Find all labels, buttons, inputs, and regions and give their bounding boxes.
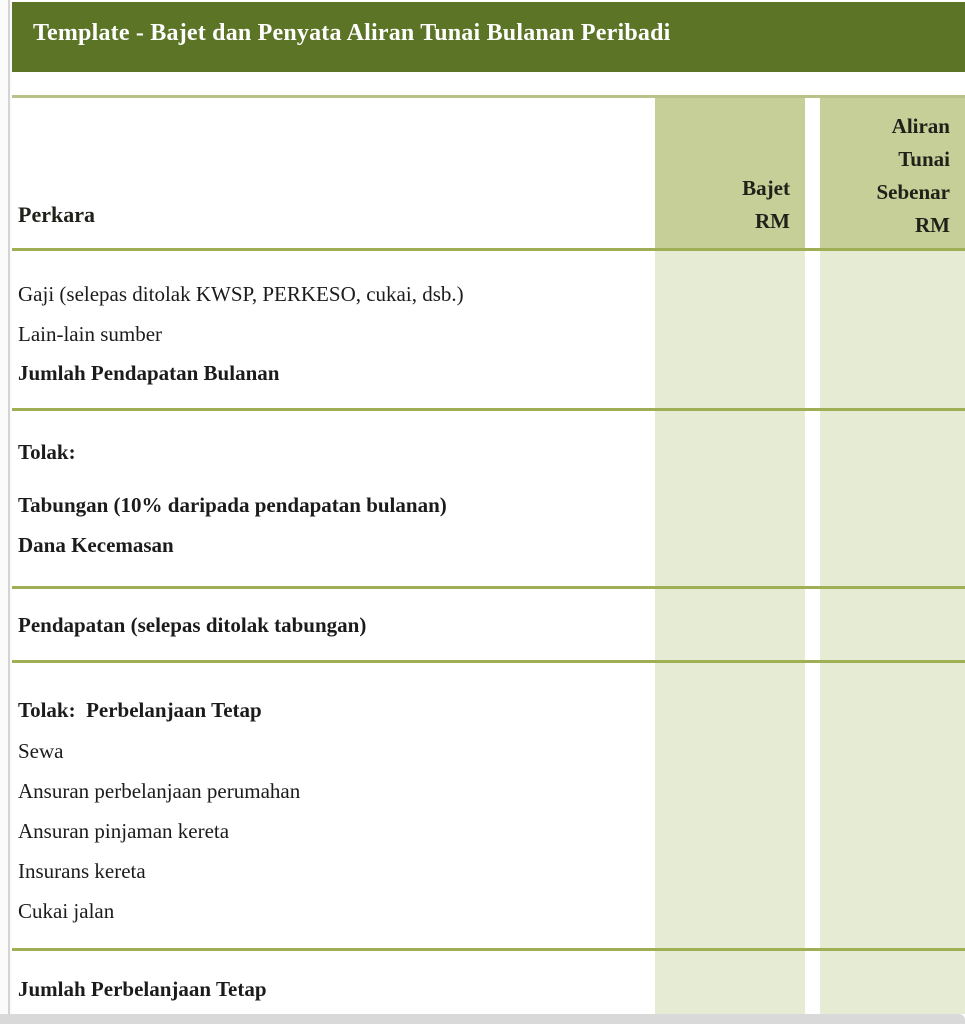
table-row: Tabungan (10% daripada pendapatan bulanan) bbox=[18, 493, 447, 517]
title-bar bbox=[12, 2, 965, 72]
table-row: Lain-lain sumber bbox=[18, 322, 163, 346]
page-left-edge bbox=[0, 0, 12, 1024]
separator-line bbox=[12, 948, 965, 951]
page-title: Template - Bajet dan Penyata Aliran Tunai Bulanan Peribadi bbox=[33, 20, 671, 46]
separator-line bbox=[12, 586, 965, 589]
column-header-aliran-line: Aliran bbox=[891, 114, 950, 138]
separator-line bbox=[12, 95, 965, 98]
column-header-aliran-line: Tunai bbox=[898, 147, 950, 171]
column-header-bajet-line: Bajet bbox=[742, 176, 790, 200]
column-header-aliran-line: Sebenar bbox=[876, 180, 950, 204]
column-header-perkara: Perkara bbox=[18, 202, 95, 227]
table-row: Insurans kereta bbox=[18, 859, 146, 883]
column-header-bajet-line: RM bbox=[755, 209, 790, 233]
page-edge-line bbox=[8, 0, 10, 1024]
table-row: Tolak: Perbelanjaan Tetap bbox=[18, 698, 262, 722]
table-row: Pendapatan (selepas ditolak tabungan) bbox=[18, 613, 367, 637]
table-row: Jumlah Pendapatan Bulanan bbox=[18, 361, 280, 385]
table-row: Jumlah Perbelanjaan Tetap bbox=[18, 977, 267, 1001]
bajet-column bbox=[655, 251, 805, 1014]
table-row: Sewa bbox=[18, 739, 64, 763]
table-row: Tolak: bbox=[18, 440, 76, 464]
separator-line bbox=[12, 248, 965, 251]
separator-line bbox=[12, 408, 965, 411]
column-header-aliran-tunai-sebenar bbox=[877, 110, 951, 242]
table-row: Cukai jalan bbox=[18, 899, 115, 923]
separator-line bbox=[12, 660, 965, 663]
table-row: Ansuran perbelanjaan perumahan bbox=[18, 779, 301, 803]
column-header-bajet bbox=[742, 172, 790, 238]
aliran-column bbox=[820, 251, 965, 1014]
table-row: Gaji (selepas ditolak KWSP, PERKESO, cukai, dsb.) bbox=[18, 282, 464, 306]
column-header-aliran-line: RM bbox=[915, 213, 950, 237]
table-row: Dana Kecemasan bbox=[18, 533, 174, 557]
table-row: Ansuran pinjaman kereta bbox=[18, 819, 230, 843]
page-bottom-edge bbox=[0, 1014, 965, 1024]
